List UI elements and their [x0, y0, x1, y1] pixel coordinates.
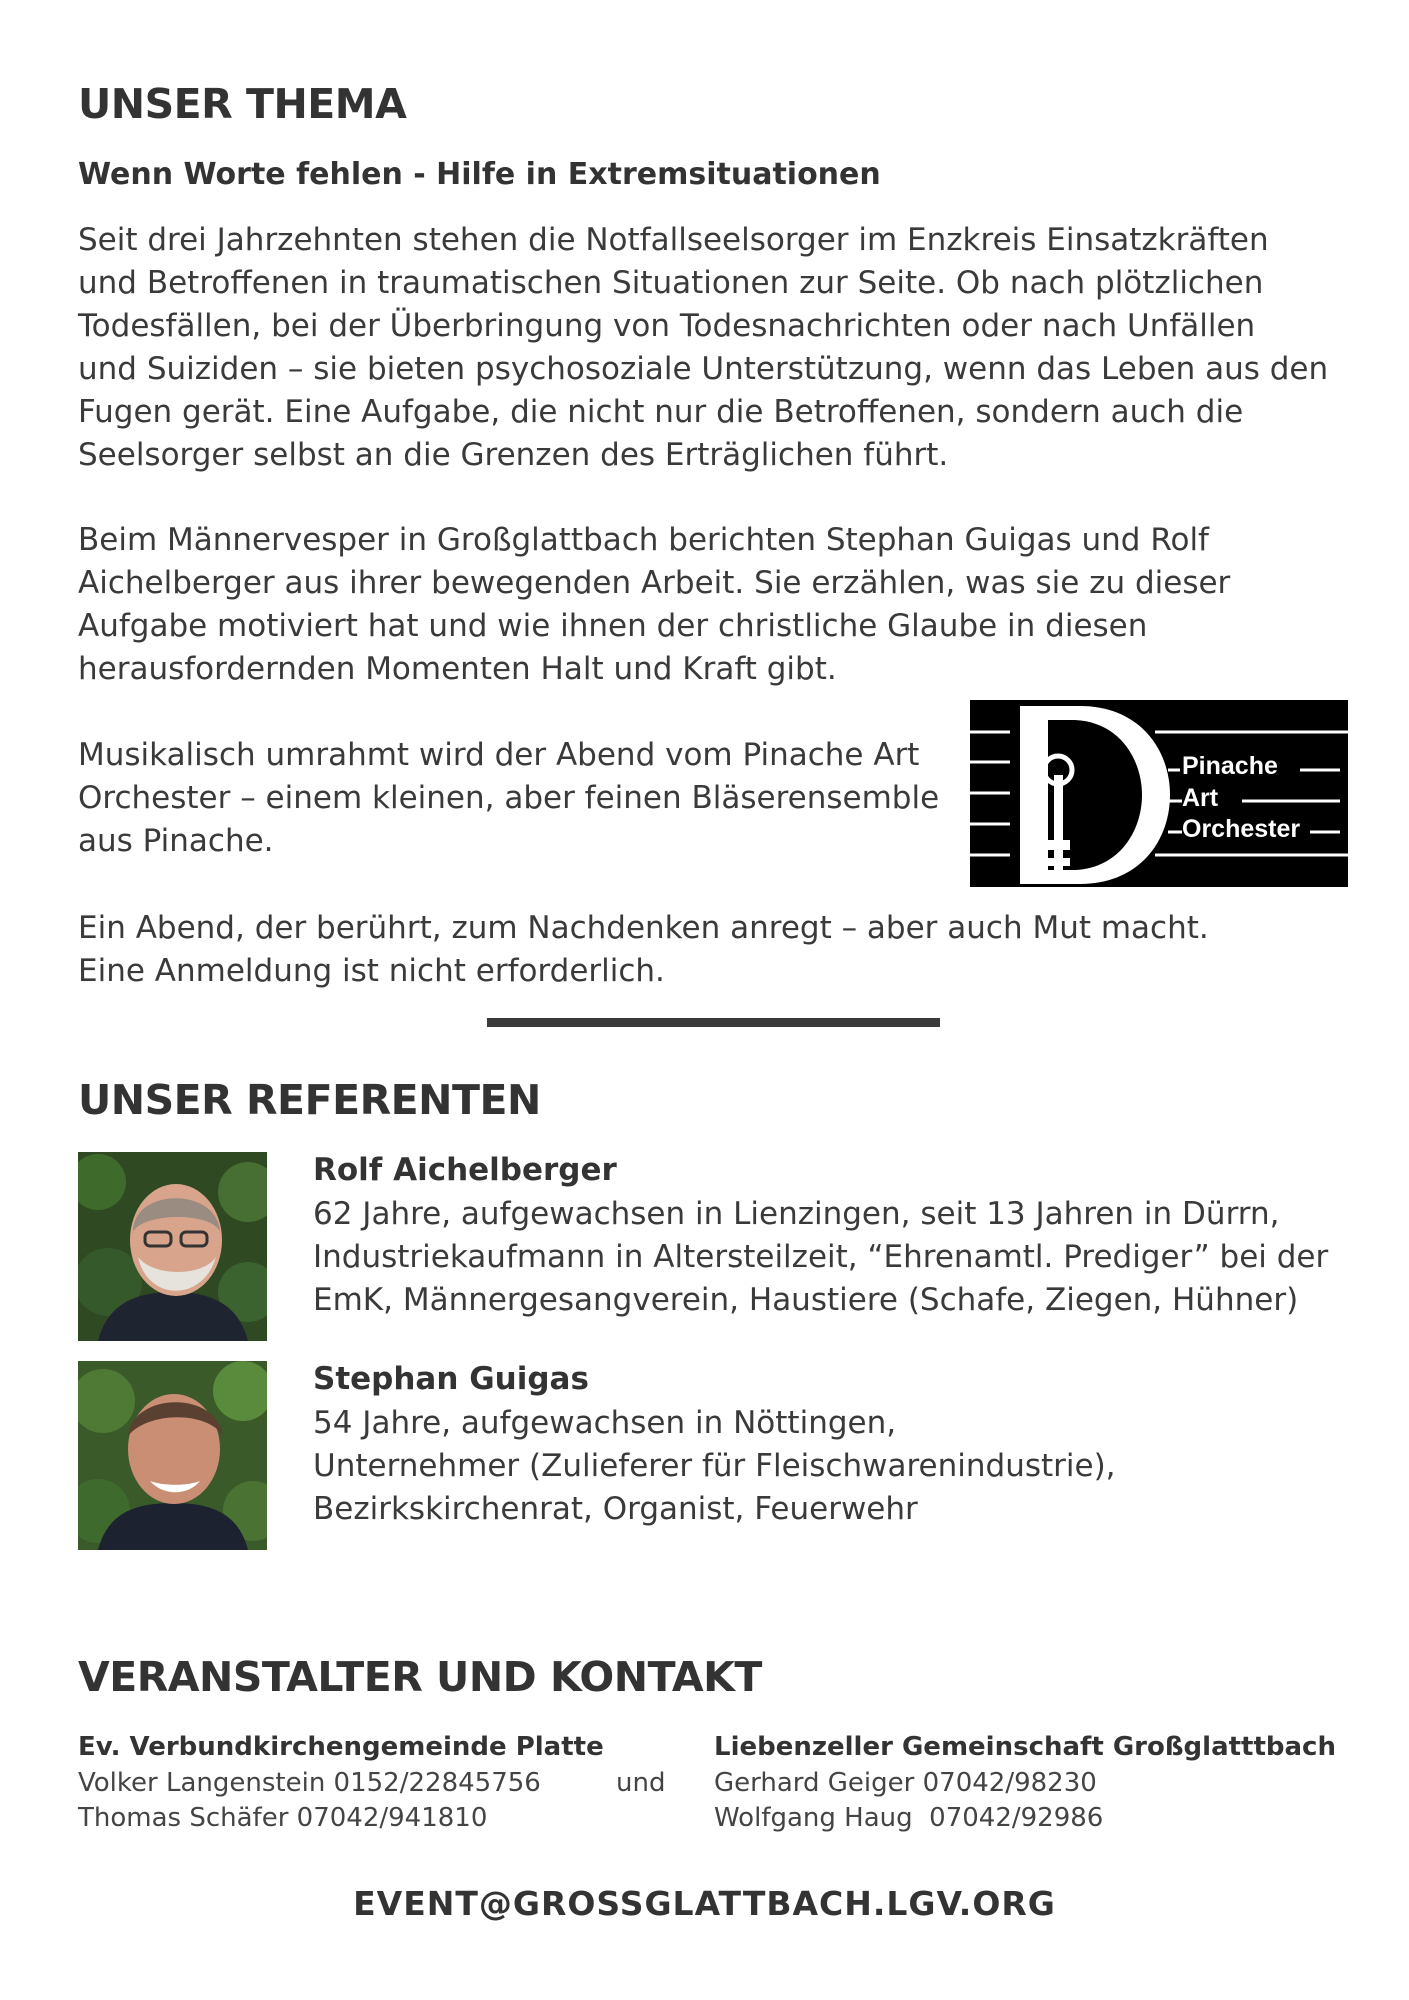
- organizer-connector: und: [616, 1768, 666, 1798]
- text-line: Industriekaufmann in Altersteilzeit, “Ehrenamtl. Prediger” bei der: [313, 1239, 1329, 1275]
- text-line: Aichelberger aus ihrer bewegenden Arbeit. Sie erzählen, was sie zu dieser: [78, 565, 1231, 601]
- logo-text-orchester: Orchester: [1182, 815, 1301, 843]
- organizer-left-name: Ev. Verbundkirchengemeinde Platte: [78, 1732, 604, 1762]
- text-line: Todesfällen, bei der Überbringung von Todesnachrichten oder nach Unfällen: [78, 308, 1256, 344]
- organizer-right-name: Liebenzeller Gemeinschaft Großglatttbach: [714, 1732, 1336, 1762]
- section-divider: [487, 1018, 940, 1027]
- text-line: Beim Männervesper in Großglattbach berichten Stephan Guigas und Rolf: [78, 522, 1209, 558]
- organizer-right-contacts: [714, 1766, 1103, 1836]
- text-line: Eine Anmeldung ist nicht erforderlich.: [78, 953, 665, 989]
- portrait-stephan-guigas: [78, 1361, 267, 1550]
- organizer-left-contacts: [78, 1766, 541, 1836]
- theme-subtitle: Wenn Worte fehlen - Hilfe in Extremsituationen: [78, 157, 881, 192]
- contact-line: Wolfgang Haug 07042/92986: [714, 1803, 1104, 1833]
- contact-email[interactable]: EVENT@GROSSGLATTBACH.LGV.ORG: [353, 1884, 1056, 1923]
- contact-line: Thomas Schäfer 07042/941810: [78, 1803, 488, 1833]
- text-line: Aufgabe motiviert hat und wie ihnen der christliche Glaube in diesen: [78, 608, 1148, 644]
- referents-heading: UNSER REFERENTEN: [78, 1076, 541, 1124]
- contact-line: Gerhard Geiger 07042/98230: [714, 1768, 1097, 1798]
- organizers-heading: VERANSTALTER UND KONTAKT: [78, 1653, 762, 1701]
- text-line: Orchester – einem kleinen, aber feinen Bläserensemble: [78, 780, 940, 816]
- text-line: Unternehmer (Zulieferer für Fleischwarenindustrie),: [313, 1448, 1116, 1484]
- portrait-rolf-aichelberger: [78, 1152, 267, 1341]
- text-line: 54 Jahre, aufgewachsen in Nöttingen,: [313, 1405, 897, 1441]
- text-line: aus Pinache.: [78, 823, 274, 859]
- theme-paragraph-2: [78, 519, 1348, 691]
- text-line: Seit drei Jahrzehnten stehen die Notfallseelsorger im Enzkreis Einsatzkräften: [78, 222, 1269, 258]
- referent-bio-1: [313, 1193, 1328, 1322]
- theme-heading: UNSER THEMA: [78, 80, 407, 128]
- logo-text-art: Art: [1182, 784, 1219, 812]
- theme-paragraph-3: [78, 734, 958, 863]
- logo-text-pinache: Pinache: [1182, 752, 1278, 780]
- theme-paragraph-1: [78, 219, 1348, 477]
- text-line: EmK, Männergesangverein, Haustiere (Schafe, Ziegen, Hühner): [313, 1282, 1299, 1318]
- text-line: Bezirkskirchenrat, Organist, Feuerwehr: [313, 1491, 918, 1527]
- text-line: Fugen gerät. Eine Aufgabe, die nicht nur die Betroffenen, sondern auch die: [78, 394, 1244, 430]
- referent-name-2: Stephan Guigas: [313, 1361, 589, 1397]
- theme-paragraph-4: [78, 907, 1348, 993]
- text-line: und Suiziden – sie bieten psychosoziale Unterstützung, wenn das Leben aus den: [78, 351, 1329, 387]
- text-line: 62 Jahre, aufgewachsen in Lienzingen, seit 13 Jahren in Dürrn,: [313, 1196, 1280, 1232]
- pinache-logo: [970, 700, 1348, 887]
- text-line: herausfordernden Momenten Halt und Kraft gibt.: [78, 651, 837, 687]
- text-line: Musikalisch umrahmt wird der Abend vom Pinache Art: [78, 737, 920, 773]
- pinache-logo-graphic: [970, 700, 1348, 887]
- text-line: Ein Abend, der berührt, zum Nachdenken anregt – aber auch Mut macht.: [78, 910, 1209, 946]
- text-line: Seelsorger selbst an die Grenzen des Erträglichen führt.: [78, 437, 949, 473]
- contact-line: Volker Langenstein 0152/22845756: [78, 1768, 541, 1798]
- referent-name-1: Rolf Aichelberger: [313, 1152, 617, 1188]
- referent-bio-2: [313, 1402, 1116, 1531]
- text-line: und Betroffenen in traumatischen Situationen zur Seite. Ob nach plötzlichen: [78, 265, 1264, 301]
